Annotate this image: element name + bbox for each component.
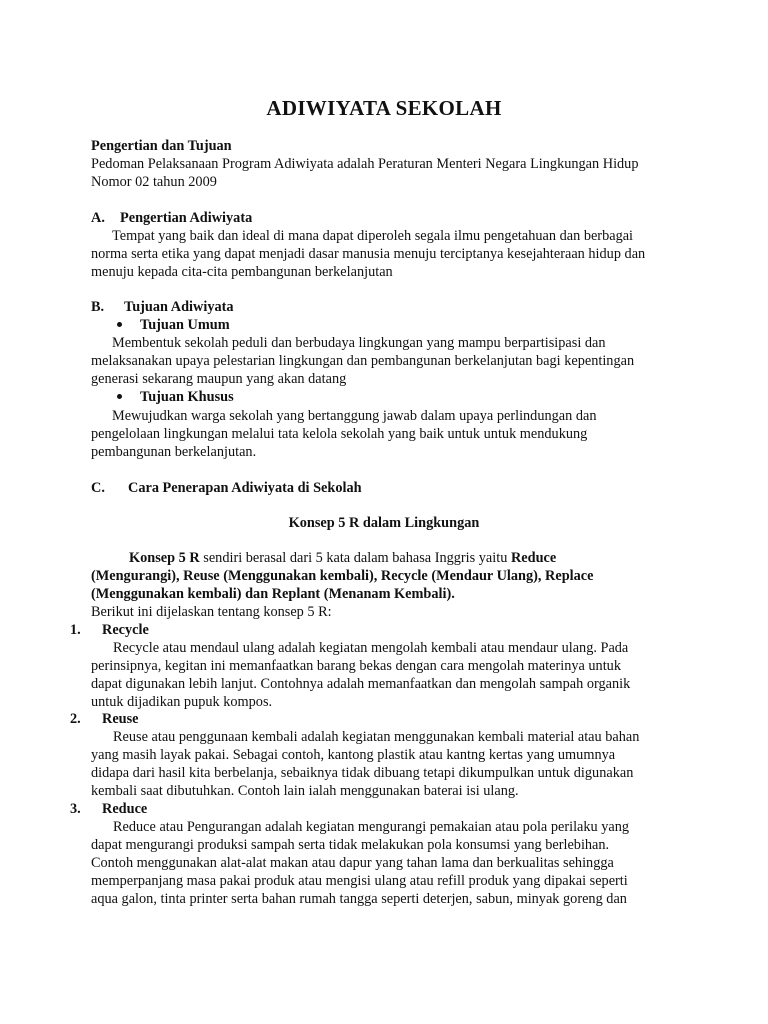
tujuan-umum-label: Tujuan Umum	[140, 317, 230, 333]
item-line: Contoh menggunakan alat-alat makan atau dapur yang tahan lama dan berkualitas sehingga	[91, 855, 614, 871]
intro-heading: Pengertian dan Tujuan	[91, 138, 232, 154]
item-line: aqua galon, tinta printer serta bahan rumah tangga seperti deterjen, sabun, minyak goreng dan	[91, 891, 627, 907]
page-title: ADIWIYATA SEKOLAH	[266, 96, 502, 120]
section-c-letter: C.	[91, 480, 105, 496]
item-number: 1.	[70, 622, 81, 638]
item-line: dapat digunakan lebih lanjut. Contohnya adalah memanfaatkan dan mengolah sampah organik	[91, 676, 631, 692]
konsep-term: Reduce	[510, 550, 557, 566]
item-line: yang masih layak pakai. Sebagai contoh, kantong plastik atau kantng kertas yang umumnya	[91, 747, 616, 763]
tujuan-khusus-line: pembangunan berkelanjutan.	[91, 444, 257, 460]
tujuan-umum-line: generasi sekarang maupun yang akan datang	[91, 371, 347, 387]
item-line: Reuse atau penggunaan kembali adalah kegiatan menggunakan kembali material atau bahan	[113, 729, 640, 745]
konsep-text: sendiri berasal dari 5 kata dalam bahasa Inggris yaitu	[199, 550, 511, 566]
item-line: Reduce atau Pengurangan adalah kegiatan mengurangi pemakaian atau pola perilaku yang	[113, 819, 630, 835]
intro-line: Pedoman Pelaksanaan Program Adiwiyata adalah Peraturan Menteri Negara Lingkungan Hidup	[91, 156, 639, 172]
item-number: 2.	[70, 711, 81, 727]
konsep-paragraph-line: (Mengurangi), Reuse (Menggunakan kembali), Recycle (Mendaur Ulang), Replace	[91, 568, 594, 584]
section-a-line: norma serta etika yang dapat menjadi dasar manusia menuju terciptanya kesejahteraan hidup dan	[91, 246, 646, 262]
item-line: kembali saat dibutuhkan. Contoh lain ialah menggunakan baterai isi ulang.	[91, 783, 519, 799]
section-b-letter: B.	[91, 299, 105, 315]
section-a-heading: Pengertian Adiwiyata	[120, 210, 253, 226]
item-label-recycle: Recycle	[102, 622, 149, 638]
tujuan-umum-line: melaksanakan upaya pelestarian lingkungan dan pembangunan berkelanjutan bagi kepentingan	[91, 353, 635, 369]
item-line: didapa dari hasil kita berbelanja, sebaiknya tidak dibuang tetapi dikumpulkan untuk digunakan	[91, 765, 634, 781]
intro-line: Nomor 02 tahun 2009	[91, 174, 217, 190]
item-number: 3.	[70, 801, 81, 817]
section-c-heading: Cara Penerapan Adiwiyata di Sekolah	[128, 480, 362, 496]
tujuan-khusus-label: Tujuan Khusus	[140, 389, 234, 405]
item-line: memperpanjang masa pakai produk atau mengisi ulang atau refill produk yang dipakai seperti	[91, 873, 628, 889]
konsep-subtitle: Konsep 5 R dalam Lingkungan	[288, 515, 480, 531]
item-line: perinsipnya, kegitan ini memanfaatkan barang bekas dengan cara mengolah materinya untuk	[91, 658, 621, 674]
bullet-icon	[117, 394, 122, 399]
section-a-letter: A.	[91, 210, 105, 226]
tujuan-khusus-line: pengelolaan lingkungan melalui tata kelola sekolah yang baik untuk untuk mendukung	[91, 426, 588, 442]
konsep-term: Konsep 5 R	[129, 550, 200, 566]
tujuan-khusus-line: Mewujudkan warga sekolah yang bertanggung jawab dalam upaya perlindungan dan	[112, 408, 597, 424]
item-label-reduce: Reduce	[102, 801, 148, 817]
bullet-icon	[117, 322, 122, 327]
konsep-paragraph-line: (Menggunakan kembali) dan Replant (Menanam Kembali).	[91, 586, 455, 602]
section-a-line: menuju kepada cita-cita pembangunan berkelanjutan	[91, 264, 393, 280]
section-b-heading: Tujuan Adiwiyata	[124, 299, 234, 315]
konsep-paragraph-line: Berikut ini dijelaskan tentang konsep 5 R:	[91, 604, 332, 620]
item-label-reuse: Reuse	[102, 711, 139, 727]
item-line: dapat mengurangi produksi sampah serta tidak melakukan pola konsumsi yang berlebihan.	[91, 837, 610, 853]
tujuan-umum-line: Membentuk sekolah peduli dan berbudaya lingkungan yang mampu berpartisipasi dan	[112, 335, 606, 351]
section-a-line: Tempat yang baik dan ideal di mana dapat diperoleh segala ilmu pengetahuan dan berbagai	[112, 228, 634, 244]
item-line: Recycle atau mendaul ulang adalah kegiatan mengolah kembali atau mendaur ulang. Pada	[113, 640, 629, 656]
konsep-paragraph-line	[129, 549, 556, 567]
item-line: untuk dijadikan pupuk kompos.	[91, 694, 273, 710]
